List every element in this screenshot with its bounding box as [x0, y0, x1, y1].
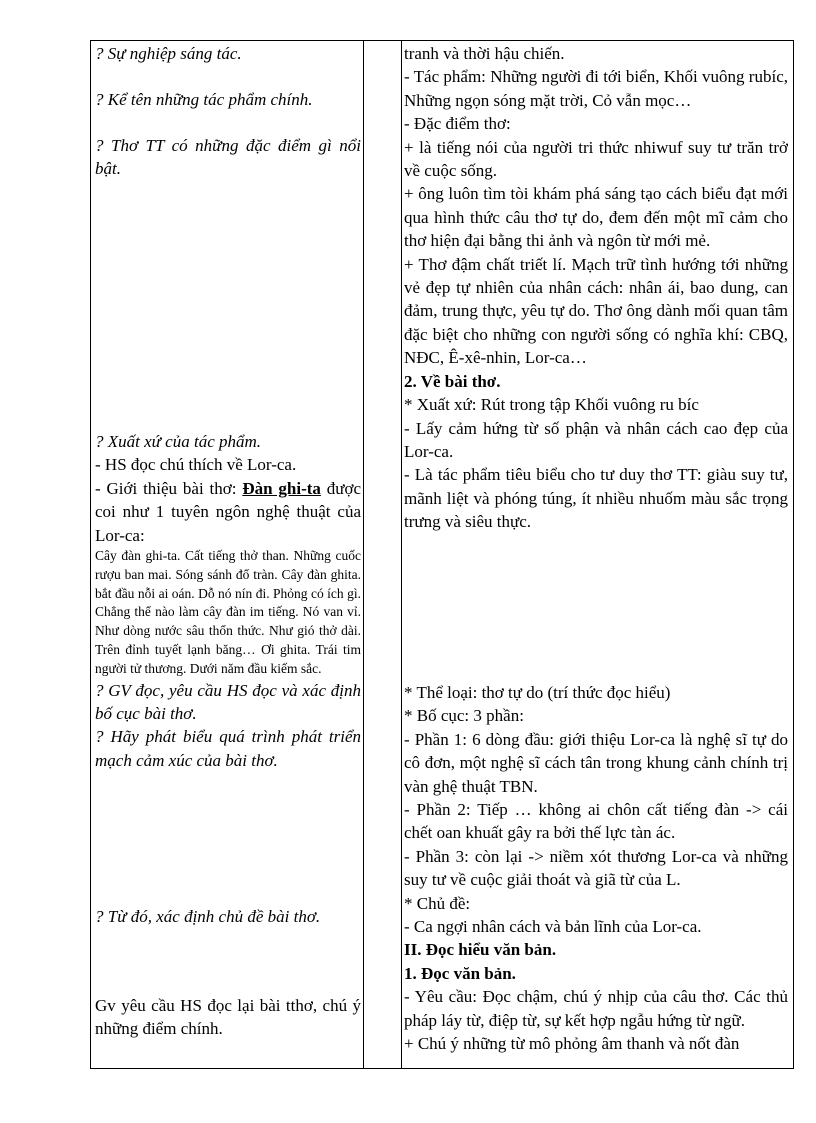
poem-excerpt: Cây đàn ghi-ta. Cất tiếng thở than. Những cuốc rượu ban mai. Sóng sánh đổ tràn. Cây đàn ghita. bắt đầu nỗi ai oán. Dỗ nó nín đi. Phỏng có ích gì. Chẳng thể nào làm cây đàn im tiếng. Nó van vỉ. Như dòng nước sâu thổn thức. Như gió thở dài. Trên đỉnh tuyết lạnh băng… Ơi ghita. Trái tim người tử thương. Dưới năm đầu kiếm sắc.	[95, 548, 361, 676]
inspiration-text: - Lấy cảm hứng từ số phận và nhân cách cao đẹp của Lor-ca.	[404, 418, 788, 461]
column-divider	[401, 41, 402, 1068]
reading-requirement: - Yêu cầu: Đọc chậm, chú ý nhịp của câu thơ. Các thủ pháp láy từ, điệp từ, sự kết hợp ngẫu hứng từ ngữ.	[404, 987, 788, 1030]
structure-part: - Phần 2: Tiếp … không ai chôn cất tiếng đàn -> cái chết oan khuất gây ra bởi thế lực tàn ác.	[404, 800, 788, 843]
feature-item: + là tiếng nói của người tri thức nhiwuf suy tư trăn trở về cuộc sống.	[404, 137, 788, 181]
lesson-table	[90, 40, 794, 1069]
reading-note: + Chú ý những từ mô phỏng âm thanh và nốt đàn	[404, 1034, 740, 1054]
works-list: - Tác phẩm: Những người đi tới biển, Khối vuông rubíc, Những ngọn sóng mặt trời, Cỏ vẫn mọc…	[404, 67, 788, 110]
features-heading: - Đặc điểm thơ:	[404, 114, 511, 134]
question-emotion: ? Hãy phát biểu quá trình phát triển mạch cảm xúc của bài thơ.	[95, 727, 361, 770]
theme-text: - Ca ngợi nhân cách và bản lĩnh của Lor-ca.	[404, 917, 702, 937]
section-heading: II. Đọc hiểu văn bản.	[404, 940, 557, 960]
question-read-structure: ? GV đọc, yêu cầu HS đọc và xác định bố cục bài thơ.	[95, 680, 361, 724]
question-career: ? Sự nghiệp sáng tác.	[95, 44, 242, 63]
teacher-request: Gv yêu cầu HS đọc lại bài tthơ, chú ý những điểm chính.	[95, 996, 361, 1039]
read-annotation-note: - HS đọc chú thích về Lor-ca.	[95, 455, 297, 475]
question-origin: ? Xuất xứ của tác phẩm.	[95, 432, 262, 451]
content-column	[404, 41, 788, 1068]
feature-item: + ông luôn tìm tòi khám phá sáng tạo cách biểu đạt mới qua hình thức câu thơ tự do, đem đến một mĩ cảm cho thơ hiện đại bằng thi ảnh và ngôn từ mới mẻ.	[404, 184, 788, 251]
origin-text: * Xuất xứ: Rút trong tập Khối vuông ru bíc	[404, 395, 699, 415]
question-theme: ? Từ đó, xác định chủ đề bài thơ.	[95, 907, 321, 926]
question-features: ? Thơ TT có những đặc điểm gì nổi bật.	[95, 136, 361, 179]
structure-part: - Phần 3: còn lại -> niềm xót thương Lor-ca và những suy tư về cuộc giải thoát và giã từ của L.	[404, 846, 788, 890]
reading-heading: 1. Đọc văn bản.	[404, 963, 516, 983]
poem-introduction: - Giới thiệu bài thơ: Đàn ghi-ta được coi như 1 tuyên ngôn nghệ thuật của Lor-ca:	[95, 478, 361, 545]
typical-work-text: - Là tác phẩm tiêu biểu cho tư duy thơ TT: giàu suy tư, mãnh liệt và phóng túng, ít nhiều nhuốm màu sắc trọng trưng và siêu thực.	[404, 465, 788, 532]
theme-heading: * Chủ đề:	[404, 893, 471, 913]
poem-title: Đàn ghi-ta	[242, 478, 321, 498]
career-continuation: tranh và thời hậu chiến.	[404, 44, 565, 63]
structure-heading: * Bố cục: 3 phần:	[404, 706, 524, 726]
teacher-activity-column	[95, 41, 361, 1068]
poem-section-heading: 2. Về bài thơ.	[404, 371, 501, 391]
question-works: ? Kể tên những tác phẩm chính.	[95, 90, 313, 109]
genre-text: * Thể loại: thơ tự do (trí thức đọc hiểu)	[404, 683, 671, 702]
feature-item: + Thơ đậm chất triết lí. Mạch trữ tình hướng tới những vẻ đẹp tự nhiên của nhân cách: nhân ái, bao dung, can đảm, trung thực, yêu tự do. Thơ ông dành mối quan tâm đặc biệt cho những con người sống có nghĩa khí: CBQ, NĐC, Ê-xê-nhin, Lor-ca…	[404, 254, 788, 368]
structure-part: - Phần 1: 6 dòng đầu: giới thiệu Lor-ca là nghệ sĩ tự do cô đơn, một nghệ sĩ cách tân trong khung cảnh chính trị vàn ghệ thuật TBN.	[404, 729, 788, 796]
column-divider	[363, 41, 364, 1068]
